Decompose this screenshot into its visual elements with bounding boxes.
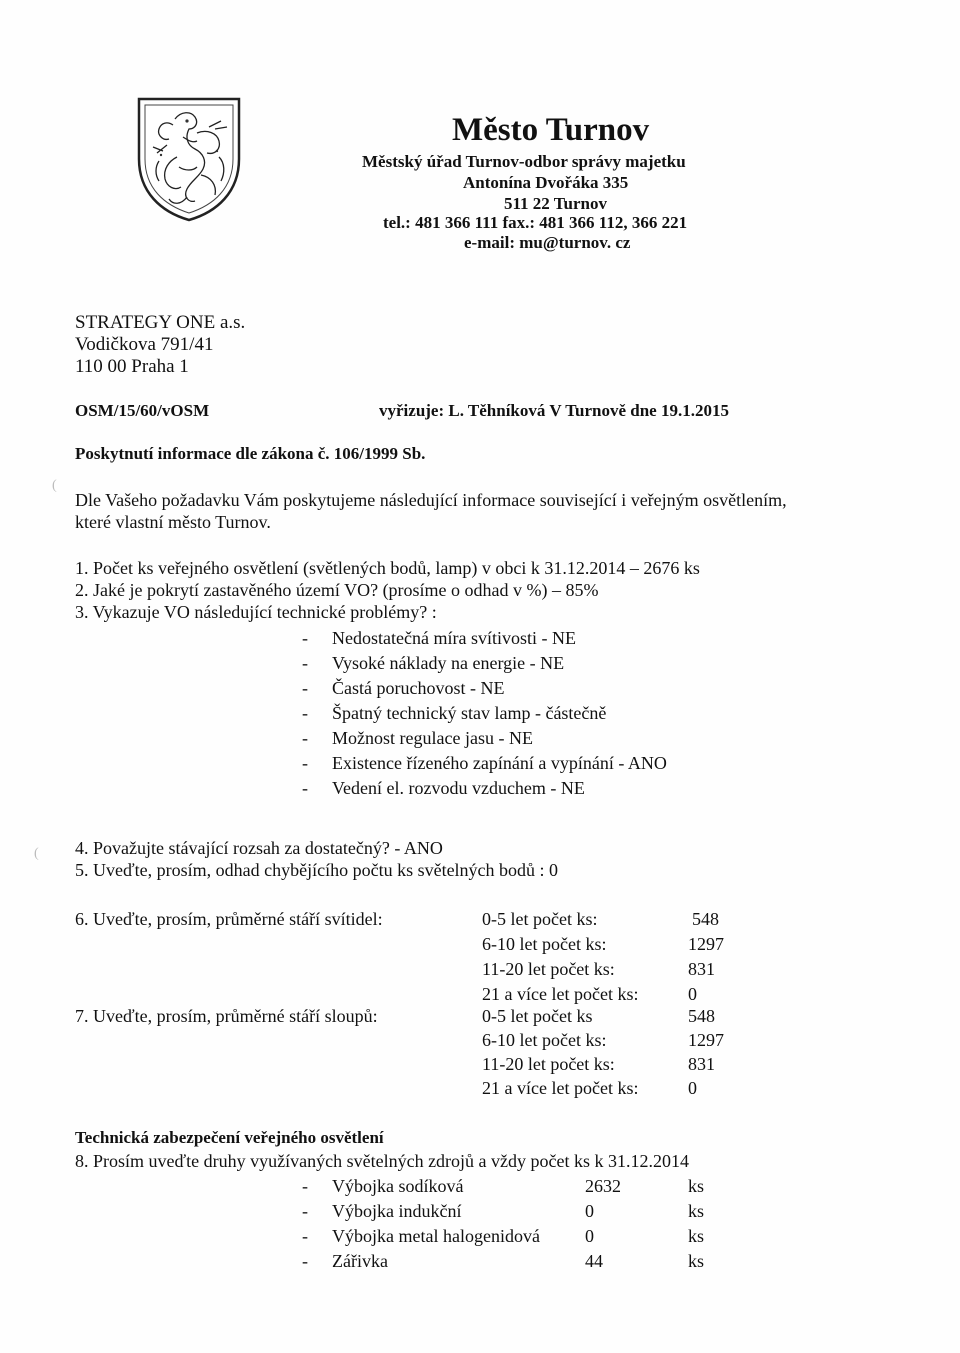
problem-item-text: Vedení el. rozvodu vzduchem - NE xyxy=(332,778,585,798)
list-dash: - xyxy=(302,1251,308,1271)
handler-date: vyřizuje: L. Těhníková V Turnově dne 19.1.2015 xyxy=(379,401,729,420)
list-dash: - xyxy=(302,1201,308,1221)
intro-line-2: které vlastní město Turnov. xyxy=(75,512,271,532)
coat-of-arms-icon xyxy=(137,97,241,222)
source-row-name xyxy=(302,1251,388,1272)
subject-line: Poskytnutí informace dle zákona č. 106/1999 Sb. xyxy=(75,444,426,463)
source-name: Zářivka xyxy=(332,1251,388,1271)
source-row-count: 44 xyxy=(585,1251,603,1271)
pole-row-label: 0-5 let počet ks xyxy=(482,1006,593,1026)
age-row-label: 11-20 let počet ks: xyxy=(482,959,615,979)
list-dash: - xyxy=(302,678,308,698)
source-name: Výbojka indukční xyxy=(332,1201,462,1221)
age-row-value: 1297 xyxy=(688,934,724,954)
source-name: Výbojka sodíková xyxy=(332,1176,464,1196)
problem-item-text: Nedostatečná míra svítivosti - NE xyxy=(332,628,576,648)
recipient-street: Vodičkova 791/41 xyxy=(75,334,214,355)
document-page: Město Turnov Městský úřad Turnov-odbor správy majetku Antonína Dvořáka 335 511 22 Turnov tel.: 481 366 111 fax.: 481 366 112, 366 221 e-mail: mu@turnov. cz STRATEGY ONE a.s. Vodičkova 791/41 110 00 Praha 1 OSM/15/60/vOSM vyřizuje: L. Těhníková V Turnově dne 19.1.2015 Poskytnutí informace dle zákona č. 106/1999 Sb. ( Dle Vašeho požadavku Vám poskytujeme následující informace související i veřejným osvětlením, které vlastní město Turnov. 1. Počet ks veřejného osvětlení (světlených bodů, lamp) v obci k 31.12.2014 – 2676 ks 2. Jaké je pokrytí zastavěného území VO? (prosíme o odhad v %) – 85% 3. Vykazuje VO následující technické problémy? : - Nedostatečná míra svítivosti - NE - Vysoké náklady na energie - NE - Častá poruchovost - NE - Špatný technický stav lamp - částečně - Možnost regulace jasu - NE - Existence řízeného zapínání a vypínání - ANO - Vedení el. rozvodu vzduchem - NE ( 4. Považujte stávající rozsah za dostatečný? - ANO 5. Uveďte, prosím, odhad chybějícího počtu ks světelných bodů : 0 6. Uveďte, prosím, průměrné stáří svítidel: 0-5 let počet ks: 548 6-10 let počet ks: 1297 11-20 let počet ks: 831 21 a více let počet ks: 0 7. Uveďte, prosím, průměrné stáří sloupů: 0-5 let počet ks 548 6-10 let počet ks: 1297 11-20 let počet ks: 831 21 a více let počet ks: 0 Technická zabezpečení veřejného osvětlení 8. Prosím uveďte druhy využívaných světelných zdrojů a vždy počet ks k 31.12.2014 - Výbojka sodíková 2632 ks - Výbojka indukční 0 ks - Výbojka metal halogenidová 0 ks - Zářivka 44 ks xyxy=(0,0,960,1353)
pole-row-value: 548 xyxy=(688,1006,715,1026)
office-name: Městský úřad Turnov-odbor správy majetku xyxy=(362,152,686,171)
intro-line-1: Dle Vašeho požadavku Vám poskytujeme následující informace související i veřejným osvětlením, xyxy=(75,490,787,510)
list-dash: - xyxy=(302,1226,308,1246)
age-row-value: 0 xyxy=(688,984,697,1004)
age-row-label: 6-10 let počet ks: xyxy=(482,934,607,954)
list-dash: - xyxy=(302,728,308,748)
source-name: Výbojka metal halogenidová xyxy=(332,1226,540,1246)
problem-item xyxy=(302,753,667,774)
office-city: 511 22 Turnov xyxy=(504,194,607,213)
age-row-value: 548 xyxy=(692,909,719,929)
question-6: 6. Uveďte, prosím, průměrné stáří svítidel: xyxy=(75,909,383,929)
list-dash: - xyxy=(302,1176,308,1196)
section-heading: Technická zabezpečení veřejného osvětlení xyxy=(75,1128,384,1147)
problem-item xyxy=(302,778,585,799)
source-row-count: 0 xyxy=(585,1201,594,1221)
list-dash: - xyxy=(302,778,308,798)
list-dash: - xyxy=(302,703,308,723)
problem-item xyxy=(302,653,564,674)
question-1: 1. Počet ks veřejného osvětlení (světlených bodů, lamp) v obci k 31.12.2014 – 2676 ks xyxy=(75,558,700,578)
age-row-label: 0-5 let počet ks: xyxy=(482,909,598,929)
question-4: 4. Považujte stávající rozsah za dostatečný? - ANO xyxy=(75,838,443,858)
age-row-value: 831 xyxy=(688,959,715,979)
problem-item xyxy=(302,703,606,724)
office-street: Antonína Dvořáka 335 xyxy=(463,173,629,192)
source-row-name xyxy=(302,1176,463,1197)
problem-item xyxy=(302,678,504,699)
pole-row-label: 21 a více let počet ks: xyxy=(482,1078,639,1098)
list-dash: - xyxy=(302,653,308,673)
recipient-name: STRATEGY ONE a.s. xyxy=(75,312,246,333)
question-2: 2. Jaké je pokrytí zastavěného území VO? (prosíme o odhad v %) – 85% xyxy=(75,580,599,600)
reference-number: OSM/15/60/vOSM xyxy=(75,401,210,420)
source-row-unit: ks xyxy=(688,1201,705,1221)
pole-row-value: 831 xyxy=(688,1054,715,1074)
office-email: e-mail: mu@turnov. cz xyxy=(464,233,631,252)
pole-row-label: 6-10 let počet ks: xyxy=(482,1030,607,1050)
question-3: 3. Vykazuje VO následující technické problémy? : xyxy=(75,602,437,622)
problem-item-text: Vysoké náklady na energie - NE xyxy=(332,653,565,673)
source-row-count: 2632 xyxy=(585,1176,621,1196)
office-phone: tel.: 481 366 111 fax.: 481 366 112, 366 221 xyxy=(383,213,688,232)
pole-row-value: 1297 xyxy=(688,1030,724,1050)
city-title: Město Turnov xyxy=(452,112,650,148)
source-row-unit: ks xyxy=(688,1176,705,1196)
problem-item xyxy=(302,728,533,749)
source-row-name xyxy=(302,1226,540,1247)
pole-row-value: 0 xyxy=(688,1078,697,1098)
list-dash: - xyxy=(302,628,308,648)
problem-item-text: Možnost regulace jasu - NE xyxy=(332,728,533,748)
question-7: 7. Uveďte, prosím, průměrné stáří sloupů: xyxy=(75,1006,378,1026)
age-row-label: 21 a více let počet ks: xyxy=(482,984,639,1004)
recipient-city: 110 00 Praha 1 xyxy=(75,356,189,377)
problem-item xyxy=(302,628,576,649)
problem-item-text: Častá poruchovost - NE xyxy=(332,678,505,698)
source-row-name xyxy=(302,1201,461,1222)
problem-item-text: Existence řízeného zapínání a vypínání - ANO xyxy=(332,753,667,773)
problem-item-text: Špatný technický stav lamp - částečně xyxy=(332,703,607,723)
question-5: 5. Uveďte, prosím, odhad chybějícího počtu ks světelných bodů : 0 xyxy=(75,860,559,880)
list-dash: - xyxy=(302,753,308,773)
source-row-unit: ks xyxy=(688,1226,705,1246)
question-8: 8. Prosím uveďte druhy využívaných světelných zdrojů a vždy počet ks k 31.12.2014 xyxy=(75,1151,690,1171)
source-row-count: 0 xyxy=(585,1226,594,1246)
source-row-unit: ks xyxy=(688,1251,705,1271)
pole-row-label: 11-20 let počet ks: xyxy=(482,1054,615,1074)
